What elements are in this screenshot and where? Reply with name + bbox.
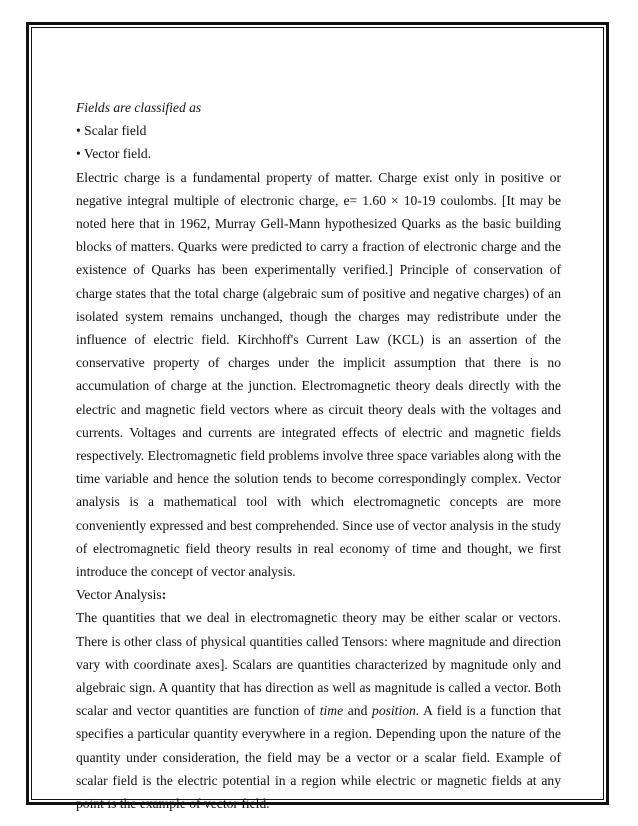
- paragraph2-part1: The quantities that we deal in electromagnetic theory may be either scalar or vectors. There is other class of physical quantities called Tensors: where magnitude and direction vary with coordinate axes]. Scalars are quantities characterized by magnitude only and algebraic sign. A quantity that has direction as well as magnitude is called a vector. Both scalar and vector quantities are function of: [76, 610, 561, 719]
- intro-heading: Fields are classified as: [76, 100, 202, 115]
- paragraph-vector-analysis: [76, 606, 561, 815]
- bullet-scalar-field: • Scalar field: [76, 123, 147, 139]
- section-heading-vector-analysis: [76, 583, 561, 606]
- paragraph2-part2: A field is a function that specifies a particular quantity everywhere in a region. Depending upon the nature of the quantity under consideration, the field may be a vector or a scalar field. Example of scalar field is the electric potential in a region while electric or magnetic fields at any point is the example of vector field.: [76, 703, 561, 812]
- paragraph2-and: and: [343, 703, 373, 719]
- paragraph2-position: position.: [372, 703, 420, 719]
- paragraph-electric-charge: Electric charge is a fundamental property of matter. Charge exist only in positive or negative integral multiple of electronic charge, e= 1.60 × 10-19 coulombs. [It may be noted here that in 1962, Murray Gell-Mann hypothesized Quarks as the basic building blocks of matters. Quarks were predicted to carry a fraction of electronic charge and the existence of Quarks has been experimentally verified.] Principle of conservation of charge states that the total charge (algebraic sum of positive and negative charges) of an isolated system remains unchanged, though the charges may redistribute under the influence of electric field. Kirchhoff's Current Law (KCL) is an assertion of the conservative property of charges under the implicit assumption that there is no accumulation of charge at the junction. Electromagnetic theory deals directly with the electric and magnetic field vectors where as circuit theory deals with the voltages and currents. Voltages and currents are integrated effects of electric and magnetic fields respectively. Electromagnetic field problems involve three space variables along with the time variable and hence the solution tends to become correspondingly complex. Vector analysis is a mathematical tool with which electromagnetic concepts are more conveniently expressed and best comprehended. Since use of vector analysis in the study of electromagnetic field theory results in real economy of time and thought, we first introduce the concept of vector analysis.: [76, 169, 561, 580]
- bullet-vector-field: • Vector field.: [76, 146, 152, 162]
- document-body: [76, 96, 561, 815]
- paragraph2-time: time: [319, 703, 344, 719]
- section-colon: :: [161, 587, 167, 603]
- section-title: Vector Analysis: [76, 587, 162, 603]
